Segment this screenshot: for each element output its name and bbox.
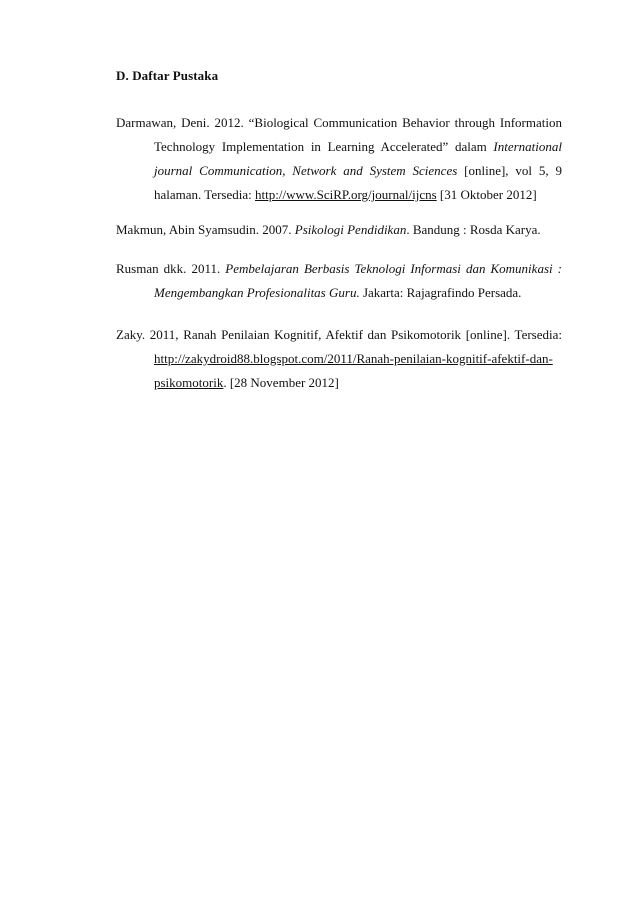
reference-text: . Bandung : Rosda Karya. [406, 222, 541, 237]
reference-text: Darmawan, Deni. 2012. “Biological Communication Behavior through Information Technology Implementation in Learning Accelerated” dalam [116, 115, 562, 154]
reference-text: Jakarta: Rajagrafindo Persada. [359, 285, 522, 300]
reference-link[interactable]: http://www.SciRP.org/journal/ijcns [255, 187, 437, 202]
reference-entry [116, 111, 562, 207]
reference-title: International journal Communication, Network and System Sciences [154, 139, 562, 178]
reference-entry [116, 218, 562, 242]
reference-text: Makmun, Abin Syamsudin. 2007. [116, 222, 295, 237]
reference-text: Zaky. 2011, Ranah Penilaian Kognitif, Afektif dan Psikomotorik [online]. Tersedia: [116, 327, 562, 342]
reference-text: [online], vol 5, 9 halaman. Tersedia: [154, 163, 562, 202]
section-heading: D. Daftar Pustaka [116, 68, 219, 83]
reference-text: . [28 November 2012] [223, 375, 339, 390]
reference-text: [31 Oktober 2012] [436, 187, 537, 202]
reference-entry [116, 257, 562, 305]
reference-title: Psikologi Pendidikan [294, 222, 407, 237]
reference-link[interactable]: http://zakydroid88.blogspot.com/2011/Ranah-penilaian-kognitif-afektif-dan-psikomotorik [154, 351, 553, 390]
reference-text: Rusman dkk. 2011. [116, 261, 226, 276]
reference-title: Pembelajaran Berbasis Teknologi Informasi dan Komunikasi : Mengembangkan Profesionalitas Guru. [154, 261, 562, 300]
reference-entry [116, 323, 562, 395]
